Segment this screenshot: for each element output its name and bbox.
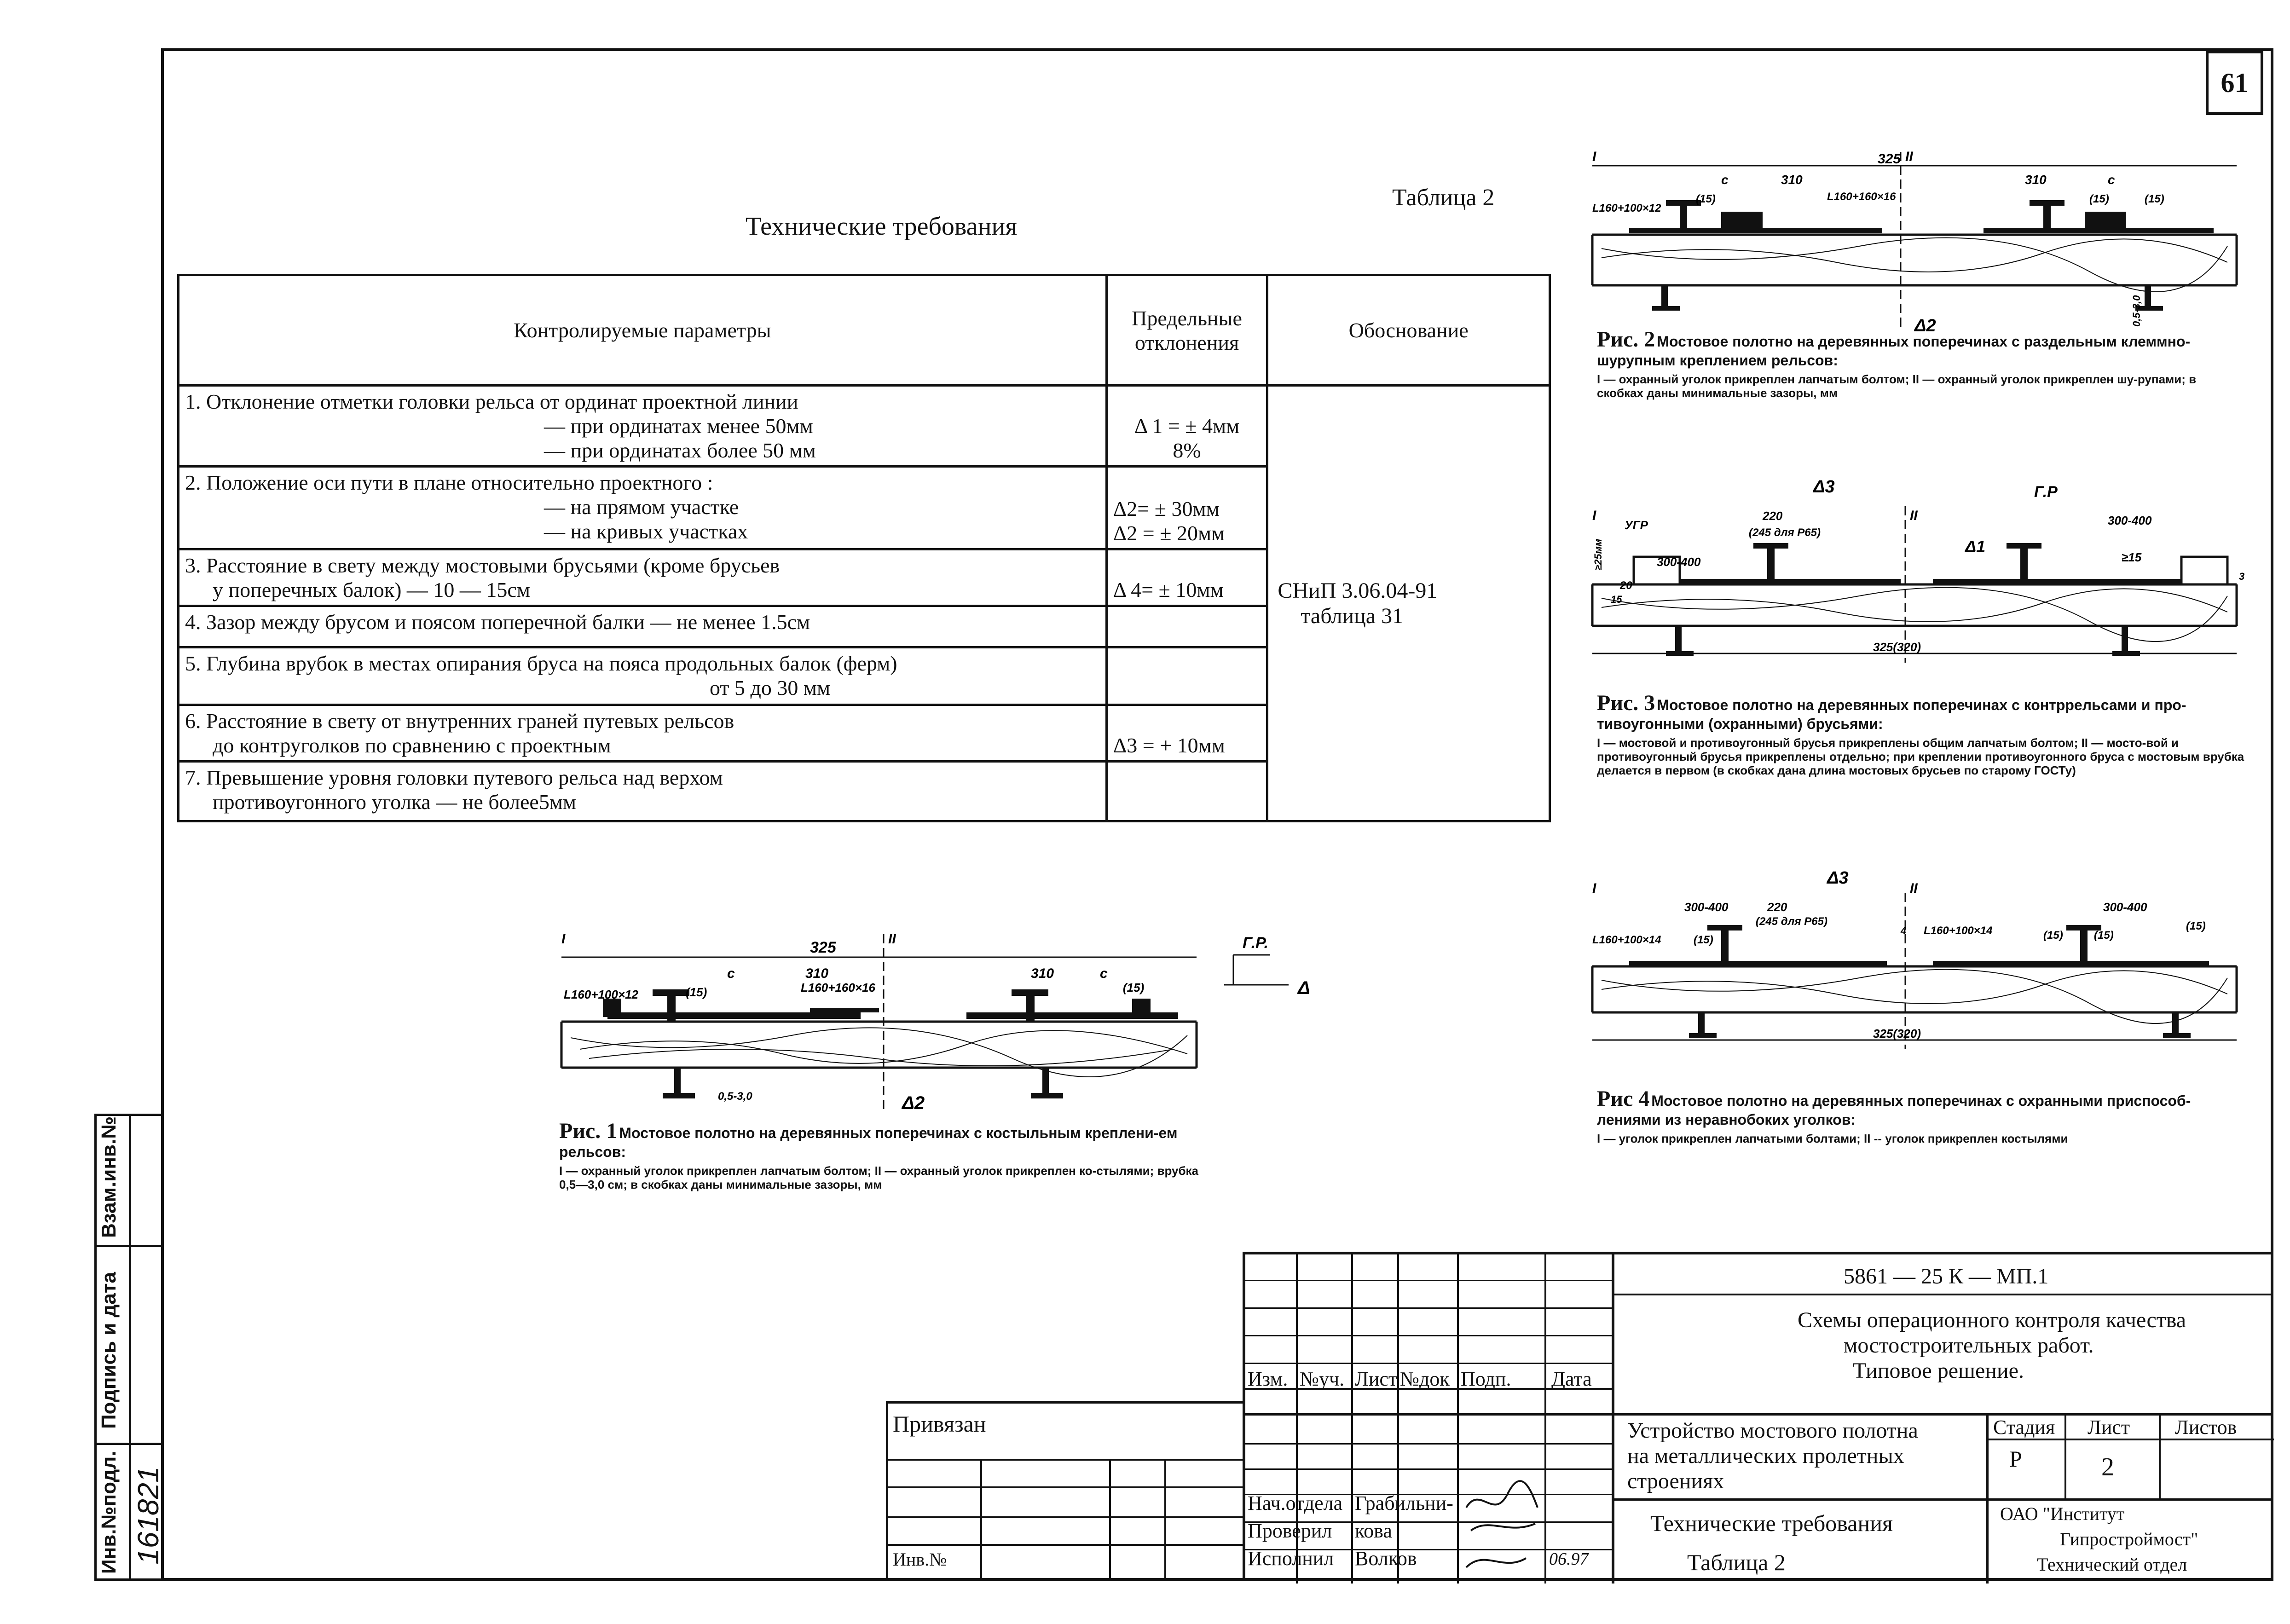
doc-title-1: Схемы операционного контроля качества — [1798, 1308, 2186, 1332]
fig2-mark-I: I — [1592, 149, 1596, 164]
fig4-dim-15d: (15) — [2186, 920, 2206, 932]
table-row: 1. Отклонение отметки головки рельса от ординат проектной линии — при ординатах менее 50мм — при ординатах более 50 мм Δ 1 = ± 4мм 8% СНиП 3.06.04-91 таблица 31 — [179, 386, 1550, 467]
fig1-dim-310: 310 — [805, 966, 829, 981]
fig3-dim-300400b: 300-400 — [2108, 514, 2152, 527]
sheets-header: Листов — [2175, 1416, 2237, 1439]
sheet-number: 61 — [2206, 51, 2263, 115]
header-deviations: Предельные отклонения — [1106, 275, 1267, 386]
table-row: 2. Положение оси пути в плане относительно проектного : — на прямом участке — на кривых участках Δ2= ± 30мм Δ2 = ± 20мм — [179, 467, 1550, 549]
fig3-mark-II: II — [1910, 508, 1918, 523]
table-label: Таблица 2 — [1392, 185, 1495, 211]
fig3-delta1: Δ1 — [1965, 537, 1986, 556]
stage-value: Р — [2009, 1446, 2022, 1472]
org-1: ОАО "Институт — [2000, 1503, 2125, 1524]
figure-3-drawing — [1583, 469, 2246, 681]
fig2-dim-0530: 0,5-3,0 — [2131, 295, 2142, 327]
col-data: Дата — [1551, 1368, 1592, 1390]
side-label-podpis: Подпись и дата — [98, 1272, 120, 1429]
name-isp: Волков — [1355, 1547, 1417, 1570]
sheet-value: 2 — [2101, 1453, 2114, 1481]
fig3-dim-220: 220 — [1763, 509, 1783, 523]
fig1-dim-15b: (15) — [1123, 981, 1145, 994]
fig3-ugr: УГР — [1625, 518, 1648, 532]
fig2-mark-II: II — [1905, 149, 1913, 164]
fig2-angle-1: L160+100×12 — [1592, 202, 1661, 214]
fig3-dim-245: (245 для Р65) — [1749, 526, 1821, 539]
figure-1-drawing — [552, 916, 1310, 1132]
fig4-dim-15: (15) — [1694, 934, 1713, 946]
col-list: Лист — [1355, 1368, 1398, 1390]
fig1-dim-325: 325 — [810, 939, 836, 956]
basis-cell: СНиП 3.06.04-91 таблица 31 — [1267, 386, 1550, 821]
fig3-ge15: ≥15 — [2122, 550, 2142, 564]
fig2-dim-15: (15) — [1696, 193, 1716, 205]
fig1-mark-I: I — [561, 931, 566, 947]
table-row: 4. Зазор между брусом и поясом поперечной балки — не менее 1.5см — [179, 606, 1550, 647]
doc-title-2: мостостроительных работ. — [1844, 1333, 2094, 1358]
side-label-inv-podl: Инв.№подл. — [98, 1451, 120, 1574]
org-2: Гипростроймост" — [2060, 1529, 2198, 1549]
requirements-table — [177, 274, 1551, 822]
doc-code: 5861 — 25 К — МП.1 — [1844, 1264, 2049, 1289]
figure-4-caption: Рис 4 Мостовое полотно на деревянных поперечинах с охранными приспособ-лениями из неравнобоких уголков: I — уголок прикреплен лапчатыми болтами; II -- уголок прикреплен костылями — [1597, 1087, 2191, 1145]
role-prov: Проверил — [1248, 1520, 1332, 1542]
fig3-dim-25: ≥25мм — [1592, 538, 1604, 571]
fig4-dim-300400: 300-400 — [1684, 900, 1729, 914]
stage-header: Стадия — [1993, 1416, 2055, 1439]
doc-title-table: Таблица 2 — [1687, 1549, 1786, 1575]
header-params: Контролируемые параметры — [179, 275, 1107, 386]
fig3-dim-20: 20 — [1620, 579, 1632, 592]
fig4-mark-II: II — [1910, 881, 1918, 896]
fig4-dim-15b: (15) — [2043, 929, 2063, 942]
fig1-angle-2: L160+160×16 — [801, 981, 875, 994]
fig1-dim-c2: c — [1100, 966, 1108, 981]
col-izm: Изм. — [1248, 1368, 1288, 1390]
figure-2-caption: Рис. 2 Мостовое полотно на деревянных поперечинах с раздельным клеммно-шурупным креплением рельсов: I — охранный уголок прикреплен лапчатым болтом; II — охранный уголок прикреплен шу-рупами; в скобках даны минимальные зазоры, мм — [1597, 327, 2197, 400]
fig3-dim-300400: 300-400 — [1657, 555, 1701, 569]
fig1-delta2: Δ2 — [902, 1093, 925, 1113]
fig2-angle-2: L160+160×16 — [1827, 191, 1896, 203]
table-row: 7. Превышение уровня головки путевого рельса над верхом противоугонного уголка — не более5мм — [179, 762, 1550, 821]
figure-2-drawing — [1583, 147, 2246, 341]
side-label-vzam: Взам.инв.№ — [98, 1116, 120, 1238]
fig2-dim-310: 310 — [1781, 173, 1803, 187]
col-nuch: №уч. — [1300, 1368, 1345, 1390]
fig2-dim-c: c — [1721, 173, 1729, 187]
col-ndok: №док — [1400, 1368, 1450, 1390]
table-title: Технические требования — [746, 212, 1018, 241]
side-inv-value: 161821 — [132, 1466, 165, 1565]
role-nach: Нач.отдела — [1248, 1492, 1343, 1514]
fig1-delta: Δ — [1298, 978, 1310, 998]
fig3-dim-325: 325(320) — [1873, 640, 1921, 654]
privyazan-label: Привязан — [893, 1411, 986, 1437]
fig1-mark-II: II — [888, 931, 896, 947]
fig2-dim-c2: c — [2108, 173, 2115, 187]
subject-3: строениях — [1627, 1469, 1724, 1493]
privyazan-block — [886, 1401, 1245, 1581]
org-3: Технический отдел — [2037, 1554, 2187, 1575]
figure-1-caption: Рис. 1 Мостовое полотно на деревянных поперечинах с костыльным креплени-ем рельсов: I — охранный уголок прикреплен лапчатым болтом; II — охранный уголок прикреплен ко-стылями; врубка 0,5—3,0 см; в скобках даны минимальные зазоры, мм — [559, 1119, 1198, 1191]
fig1-dim-c: c — [727, 966, 735, 981]
fig2-delta2: Δ2 — [1914, 316, 1936, 335]
doc-title-tech: Технические требования — [1650, 1510, 1893, 1536]
table-row: 5. Глубина врубок в местах опирания бруса на пояса продольных балок (ферм) от 5 до 30 мм — [179, 647, 1550, 705]
fig3-dim-3: 3 — [2239, 571, 2245, 582]
fig3-dim-15: 15 — [1611, 594, 1622, 605]
title-block — [1243, 1252, 2273, 1581]
table-row: 3. Расстояние в свету между мостовыми брусьями (кроме брусьев у поперечных балок) — 10 — 15см Δ 4= ± 10мм — [179, 549, 1550, 606]
fig2-dim-15c: (15) — [2145, 193, 2164, 205]
fig4-dim-245: (245 для Р65) — [1756, 915, 1827, 928]
fig1-dim-0530: 0,5-3,0 — [718, 1090, 752, 1103]
fig3-gr: Г.Р — [2034, 483, 2058, 501]
name-nach: Грабильни- — [1355, 1492, 1453, 1514]
name-prov: кова — [1355, 1520, 1392, 1542]
subject-1: Устройство мостового полотна — [1627, 1418, 1918, 1443]
inv-label: Инв.№ — [893, 1549, 947, 1570]
fig4-dim-300400b: 300-400 — [2103, 900, 2147, 914]
fig2-dim-15b: (15) — [2089, 193, 2109, 205]
fig4-mark-I: I — [1592, 881, 1596, 896]
figure-4-drawing — [1583, 865, 2246, 1068]
date-isp: 06.97 — [1549, 1549, 1589, 1569]
fig2-dim-325: 325 — [1878, 151, 1901, 167]
fig4-dim-15c: (15) — [2094, 929, 2114, 942]
table-row: 6. Расстояние в свету от внутренних граней путевых рельсов до контруголков по сравнению с проектным Δ3 = + 10мм — [179, 705, 1550, 762]
fig3-delta3: Δ3 — [1813, 477, 1835, 497]
subject-2: на металлических пролетных — [1627, 1444, 1904, 1468]
fig4-dim-220: 220 — [1767, 900, 1787, 914]
fig1-dim-310b: 310 — [1031, 966, 1054, 981]
sheet-header: Лист — [2088, 1416, 2130, 1439]
figure-3-caption: Рис. 3 Мостовое полотно на деревянных поперечинах с контррельсами и про-тивоугонными (охранными) брусьями: I — мостовой и противоугонный брусья прикреплены общим лапчатым болтом; II — мосто-вой и противоугонный брусья прикреплены отдельно; при креплении противоугонного бруса с мостовым врубка делается в первом (в скобках дана длина мостовых брусьев по старому ГОСТу) — [1597, 691, 2244, 777]
fig4-delta3: Δ3 — [1827, 868, 1849, 888]
fig4-angle-2: L160+100×14 — [1924, 925, 1993, 937]
role-isp: Исполнил — [1248, 1547, 1334, 1570]
fig3-mark-I: I — [1592, 508, 1596, 523]
fig1-gr: Г.Р. — [1243, 934, 1269, 952]
fig4-angle-1: L160+100×14 — [1592, 934, 1661, 946]
fig1-angle-1: L160+100×12 — [564, 988, 638, 1001]
fig1-dim-15: (15) — [686, 985, 707, 999]
signature — [1462, 1480, 1544, 1577]
fig4-dim-4: 4 — [1901, 925, 1907, 936]
doc-title-3: Типовое решение. — [1853, 1358, 2024, 1383]
fig2-dim-310b: 310 — [2025, 173, 2047, 187]
fig4-dim-325: 325(320) — [1873, 1027, 1921, 1040]
col-podp: Подп. — [1461, 1368, 1511, 1390]
header-basis: Обоснование — [1267, 275, 1550, 386]
